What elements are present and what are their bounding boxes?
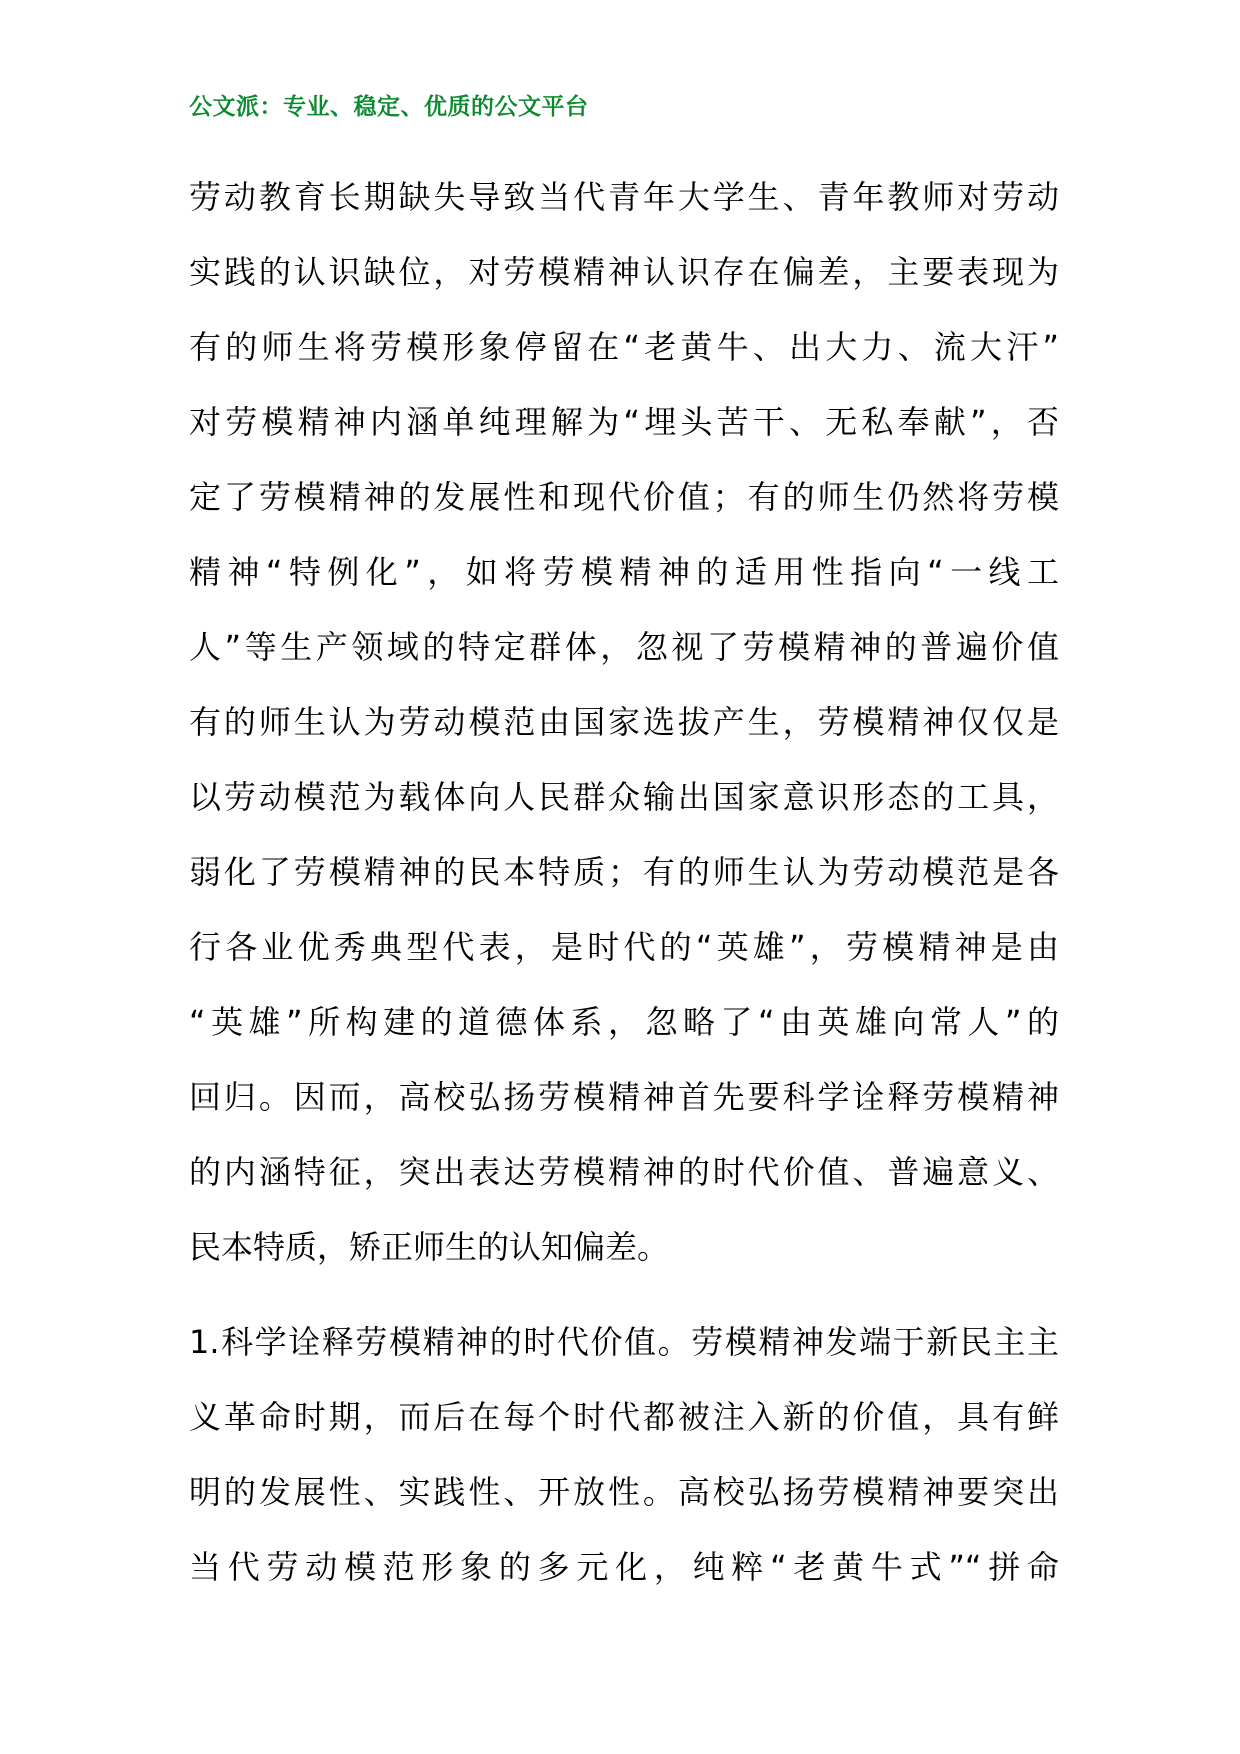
paragraph-2 [189, 1305, 1059, 1605]
text-line: 对劳模精神内涵单纯理解为“埋头苦干、无私奉献”，否 [189, 403, 1059, 441]
text-line: “英雄”所构建的道德体系，忽略了“由英雄向常人”的 [189, 1003, 1059, 1041]
paragraph-1 [189, 160, 1059, 1285]
text-line: 劳动教育长期缺失导致当代青年大学生、青年教师对劳动 [189, 178, 1059, 216]
text-line: 义革命时期，而后在每个时代都被注入新的价值，具有鲜 [189, 1398, 1059, 1436]
text-line: 人”等生产领域的特定群体，忽视了劳模精神的普遍价值 [189, 628, 1059, 666]
text-line: 弱化了劳模精神的民本特质；有的师生认为劳动模范是各 [189, 853, 1059, 891]
text-line: 有的师生将劳模形象停留在“老黄牛、出大力、流大汗” [189, 328, 1059, 366]
text-line: 的内涵特征，突出表达劳模精神的时代价值、普遍意义、 [189, 1153, 1059, 1191]
text-line: 行各业优秀典型代表，是时代的“英雄”，劳模精神是由 [189, 928, 1059, 966]
text-line: 明的发展性、实践性、开放性。高校弘扬劳模精神要突出 [189, 1473, 1059, 1511]
text-line: 回归。因而，高校弘扬劳模精神首先要科学诠释劳模精神 [189, 1078, 1059, 1116]
text-line: 以劳动模范为载体向人民群众输出国家意识形态的工具， [189, 778, 1059, 816]
text-line: 当代劳动模范形象的多元化，纯粹“老黄牛式”“拼命 [189, 1548, 1059, 1586]
text-line: 精神“特例化”，如将劳模精神的适用性指向“一线工 [189, 553, 1059, 591]
text-line: 定了劳模精神的发展性和现代价值；有的师生仍然将劳模 [189, 478, 1059, 516]
text-line: 有的师生认为劳动模范由国家选拔产生，劳模精神仅仅是 [189, 703, 1059, 741]
header-banner: 公文派：专业、稳定、优质的公文平台 [189, 94, 589, 120]
text-line: 1.科学诠释劳模精神的时代价值。劳模精神发端于新民主主 [189, 1323, 1059, 1361]
text-line: 实践的认识缺位，对劳模精神认识存在偏差，主要表现为 [189, 253, 1059, 291]
text-line: 民本特质，矫正师生的认知偏差。 [189, 1228, 670, 1266]
